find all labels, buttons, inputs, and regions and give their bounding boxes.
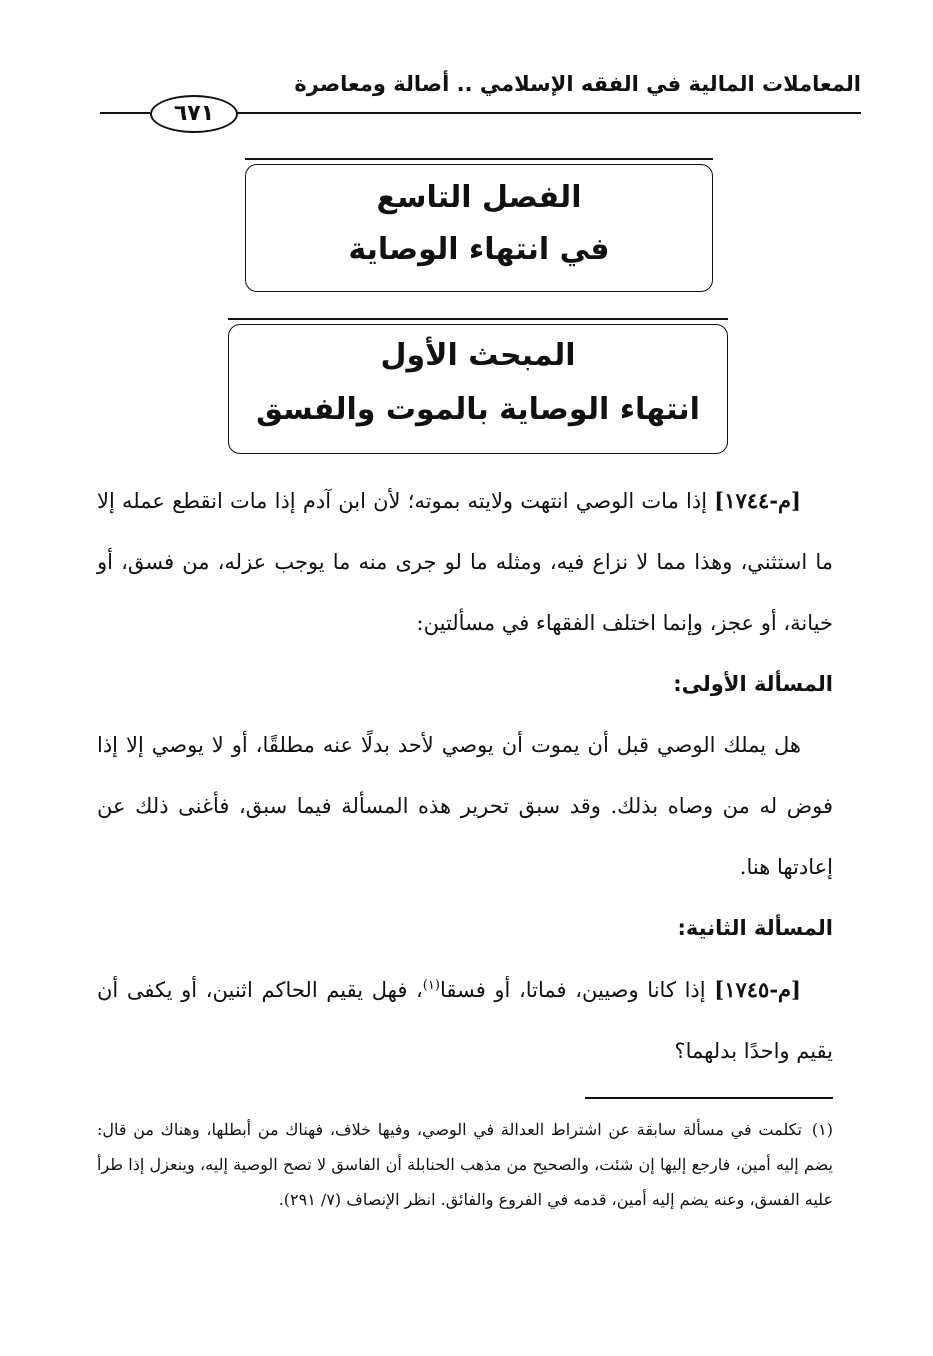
paragraph-text: هل يملك الوصي قبل أن يموت أن يوصي لأحد بدلًا عنه مطلقًا، أو لا يوصي إلا إذا فوض له من وصاه بذلك. وقد سبق تحرير هذه المسألة فيما سبق، فأغنى ذلك عن إعادتها هنا. [97,733,833,879]
heading-first-issue: المسألة الأولى: [673,672,833,696]
paragraph-1 [97,470,833,654]
heading-second-issue: المسألة الثانية: [677,916,833,940]
paragraph-2 [97,715,833,898]
article-ref: [م-١٧٤٤] [714,488,801,513]
article-ref: [م-١٧٤٥] [714,977,801,1002]
footnotes [97,1112,833,1217]
footnote-number: (١) [811,1120,833,1139]
section-title: المبحث الأول [380,338,576,373]
footnote-rule [585,1097,833,1099]
paragraph-3 [97,959,833,1082]
footnote-text: تكلمت في مسألة سابقة عن اشتراط العدالة في الوصي، وفيها خلاف، فهناك من أبطلها، وهناك من قال: يضم إليه أمين، فارجع إليها إن شئت، والصحيح من مذهب الحنابلة أن الفاسق لا تصح الوصية إليه، وينعزل إذا طرأ عليه الفسق، وعنه يضم إليه أمين، قدمه في الفروع والفائق. انظر الإنصاف (٧/ ٢٩١). [97,1120,833,1209]
chapter-title: الفصل التاسع [376,180,582,215]
section-title-box [228,318,728,454]
paragraph-text: ، فهل يقيم الحاكم اثنين، أو يكفى أن يقيم واحدًا بدلهما؟ [97,978,833,1063]
page-number: ٦٧١ [150,95,238,133]
paragraph-text: إذا مات الوصي انتهت ولايته بموته؛ لأن ابن آدم إذا مات انقطع عمله إلا ما استثني، وهذا مما لا نزاع فيه، ومثله ما لو جرى منه ما يوجب عزله، من فسق، أو خيانة، أو عجز، وإنما اختلف الفقهاء في مسألتين: [97,489,833,635]
chapter-subtitle: في انتهاء الوصاية [348,232,610,267]
footnote-marker[interactable]: (١) [422,978,440,993]
paragraph-text: إذا كانا وصيين، فماتا، أو فسقا [439,978,706,1002]
chapter-title-box [245,158,713,292]
footnote-item [97,1112,833,1217]
running-header: المعاملات المالية في الفقه الإسلامي .. أصالة ومعاصرة [294,72,861,96]
body-text [97,470,833,1082]
section-subtitle: انتهاء الوصاية بالموت والفسق [256,392,700,427]
